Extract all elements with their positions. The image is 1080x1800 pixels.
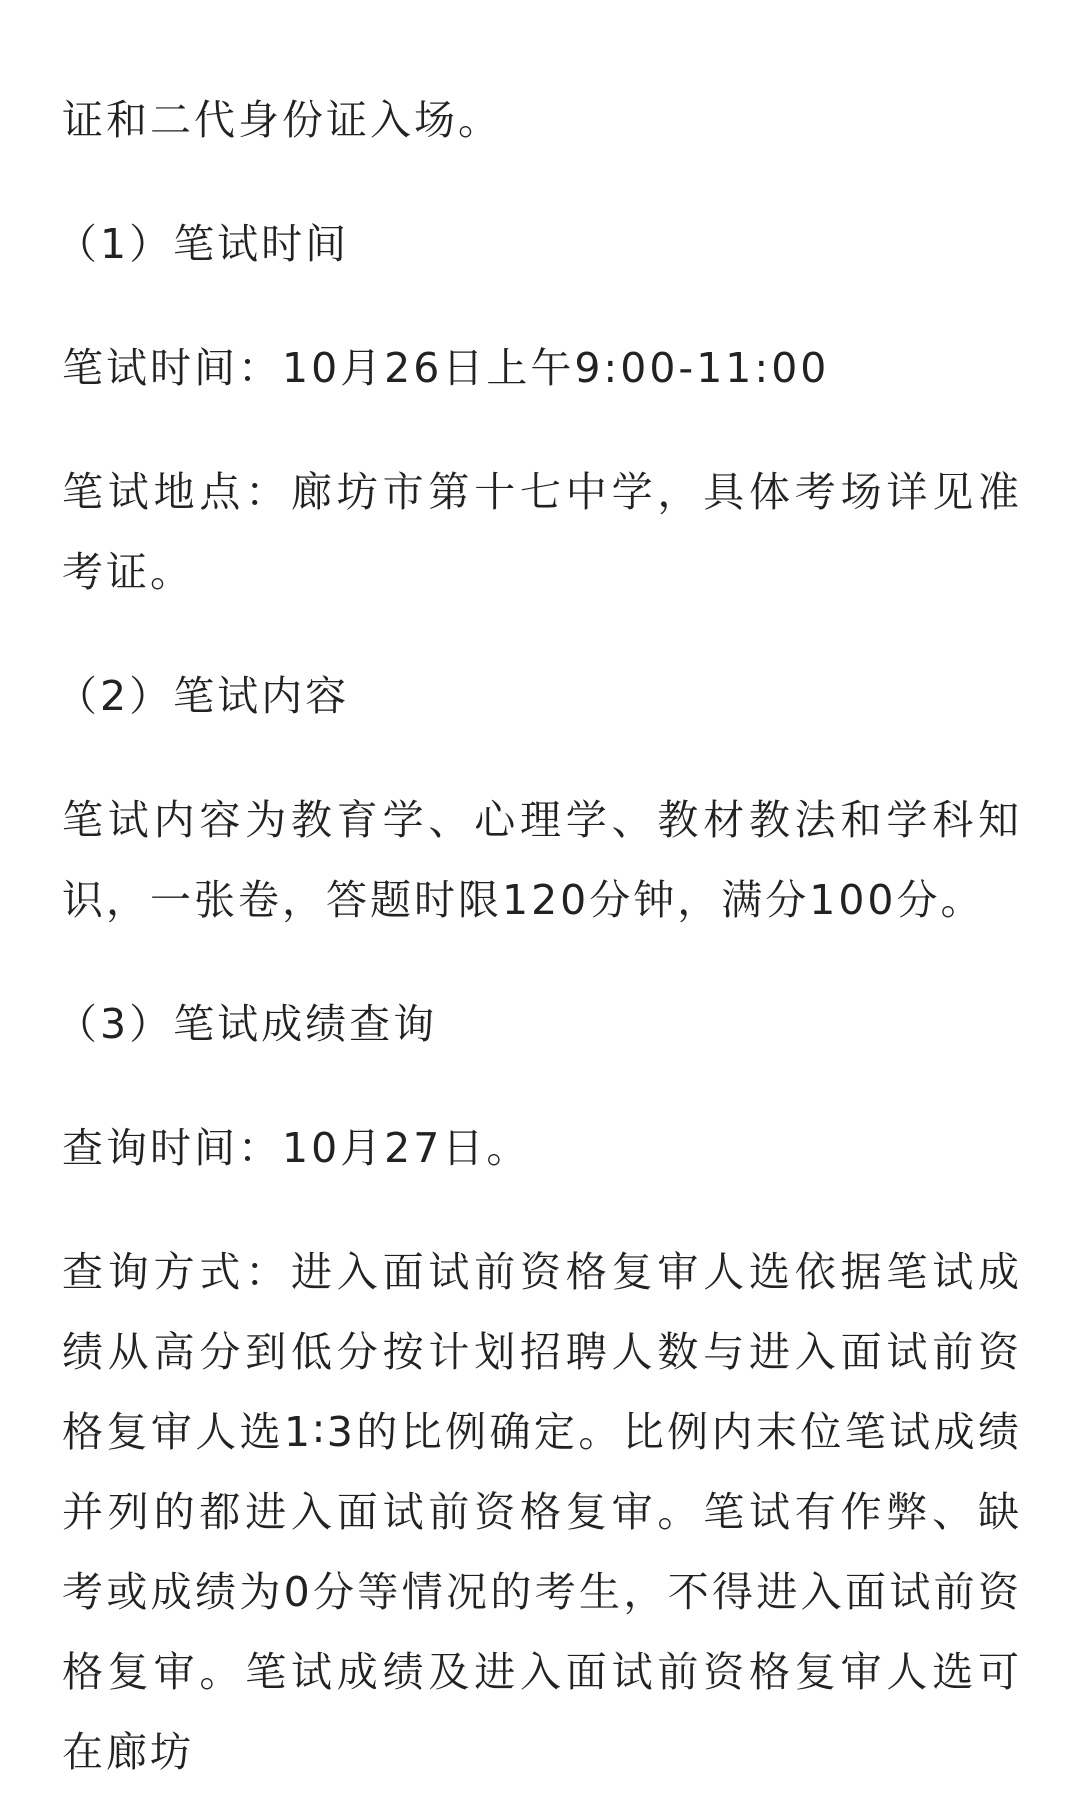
paragraph-id-entry: 证和二代身份证入场。: [62, 96, 502, 144]
paragraph-query-method: 查询方式：进入面试前资格复审人选依据笔试成绩从高分到低分按计划招聘人数与进入面试前资格复审人选1∶3的比例确定。比例内末位笔试成绩并列的都进入面试前资格复审。笔试有作弊、缺考或成绩为0分等情况的考生，不得进入面试前资格复审。笔试成绩及进入面试前资格复审人选可在廊坊: [62, 1248, 1022, 1776]
heading-score-query: （3）笔试成绩查询: [56, 1000, 438, 1048]
paragraph-exam-content: 笔试内容为教育学、心理学、教材教法和学科知识，一张卷，答题时限120分钟，满分100分。: [62, 796, 1022, 924]
article-body: [56, 80, 1022, 1792]
paragraph-exam-time: 笔试时间：10月26日上午9:00-11:00: [62, 344, 830, 392]
heading-exam-time: （1）笔试时间: [56, 220, 350, 268]
paragraph-exam-location: 笔试地点：廊坊市第十七中学，具体考场详见准考证。: [62, 468, 1022, 596]
paragraph-query-time: 查询时间：10月27日。: [62, 1124, 531, 1172]
heading-exam-content: （2）笔试内容: [56, 672, 350, 720]
